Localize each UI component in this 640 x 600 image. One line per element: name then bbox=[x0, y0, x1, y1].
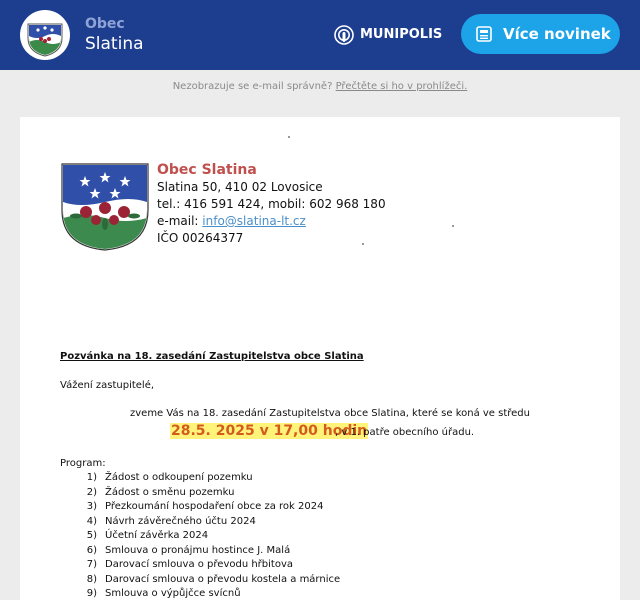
program-item-text: Darovací smlouva o převodu hřbitova bbox=[105, 559, 293, 570]
program-item-number: 6) bbox=[86, 545, 97, 556]
broadcast-icon bbox=[333, 24, 355, 46]
program-item-number: 9) bbox=[86, 588, 97, 599]
meeting-datetime: 28.5. 2025 v 17,00 hodin bbox=[171, 423, 368, 439]
program-item-number: 1) bbox=[86, 472, 97, 483]
program-item-text: Žádost o směnu pozemku bbox=[105, 487, 235, 498]
letterhead-phones: tel.: 416 591 424, mobil: 602 968 180 bbox=[157, 197, 386, 211]
letterhead-email-line bbox=[157, 214, 306, 228]
org-name: Slatina bbox=[85, 34, 144, 54]
program-item-text: Přezkoumání hospodaření obce za rok 2024 bbox=[105, 501, 324, 512]
program-item-text: Darovací smlouva o převodu kostela a márnice bbox=[105, 574, 341, 585]
program-item bbox=[75, 516, 256, 527]
letterhead-title: Obec Slatina bbox=[157, 162, 257, 178]
email-label: e-mail: bbox=[157, 214, 199, 228]
header-bar bbox=[0, 0, 640, 70]
program-item-number: 8) bbox=[86, 574, 97, 585]
municipality-logo[interactable] bbox=[20, 10, 70, 60]
crest-icon bbox=[20, 10, 70, 60]
program-item-text: Účetní závěrka 2024 bbox=[105, 530, 209, 541]
letterhead-address: Slatina 50, 410 02 Lovosice bbox=[157, 180, 323, 194]
program-item bbox=[75, 574, 340, 585]
scan-speck bbox=[288, 136, 290, 138]
program-item-number: 3) bbox=[86, 501, 97, 512]
coat-of-arms-icon bbox=[60, 162, 150, 252]
program-item-text: Smlouva o pronájmu hostince J. Malá bbox=[105, 545, 291, 556]
more-news-button[interactable] bbox=[461, 14, 620, 54]
program-item-number: 4) bbox=[86, 516, 97, 527]
program-label: Program: bbox=[60, 458, 106, 469]
program-item-number: 5) bbox=[86, 530, 97, 541]
program-item bbox=[75, 588, 241, 599]
scan-speck bbox=[452, 225, 454, 227]
program-item-text: Smlouva o výpůjčce svícnů bbox=[105, 588, 241, 599]
letter-subject: Pozvánka na 18. zasedání Zastupitelstva obce Slatina bbox=[60, 351, 364, 362]
letter-greeting: Vážení zastupitelé, bbox=[60, 380, 155, 391]
letter-document bbox=[20, 117, 620, 600]
program-item bbox=[75, 487, 234, 498]
view-in-browser-link[interactable]: Přečtěte si ho v prohlížeči. bbox=[335, 81, 468, 92]
more-news-label: Více novinek bbox=[503, 25, 611, 43]
letter-invite-line: zveme Vás na 18. zasedání Zastupitelstva obce Slatina, které se koná ve středu bbox=[130, 408, 530, 419]
program-item-text: Žádost o odkoupení pozemku bbox=[105, 472, 253, 483]
program-item-text: Návrh závěrečného účtu 2024 bbox=[105, 516, 256, 527]
org-label: Obec bbox=[85, 16, 125, 32]
program-item bbox=[75, 559, 293, 570]
meeting-location: , v 1. patře obecního úřadu. bbox=[335, 427, 475, 438]
program-item-number: 7) bbox=[86, 559, 97, 570]
program-item-number: 2) bbox=[86, 487, 97, 498]
letterhead-ico: IČO 00264377 bbox=[157, 231, 244, 245]
newspaper-icon bbox=[476, 26, 492, 42]
email-view-notice bbox=[0, 81, 640, 92]
brand-label: MUNIPOLIS bbox=[360, 27, 443, 42]
program-item bbox=[75, 530, 208, 541]
scan-speck bbox=[362, 243, 364, 245]
email-link[interactable]: info@slatina-lt.cz bbox=[202, 214, 306, 228]
program-item bbox=[75, 545, 290, 556]
program-item bbox=[75, 501, 323, 512]
program-item bbox=[75, 472, 253, 483]
notice-text: Nezobrazuje se e-mail správně? bbox=[172, 81, 333, 92]
